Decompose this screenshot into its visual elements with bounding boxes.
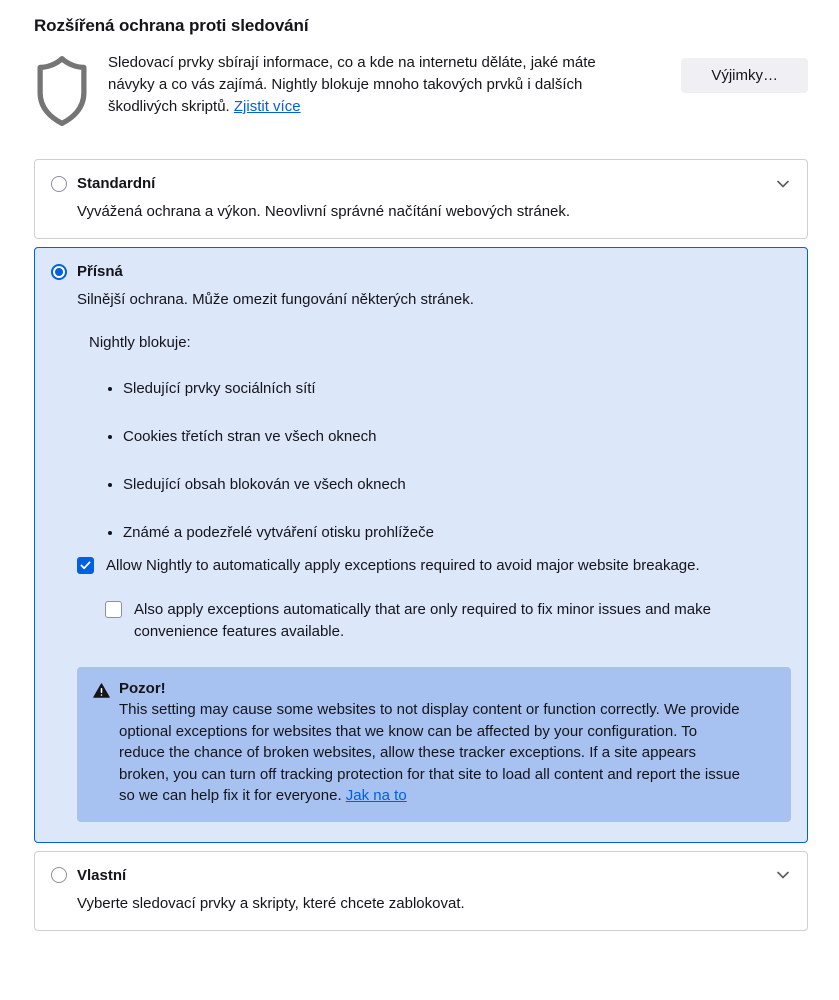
strict-radio[interactable] [51, 264, 67, 280]
warning-title: Pozor! [119, 680, 166, 697]
strict-card-head [51, 263, 791, 280]
minor-exceptions-checkbox[interactable] [105, 601, 122, 618]
standard-description: Vyvážená ochrana a výkon. Neovlivní správné načítání webových stránek. [77, 203, 571, 220]
warning-box [77, 667, 791, 822]
option-card-strict[interactable] [34, 247, 808, 843]
blocked-item: • Sledující obsah blokován ve všech oknech [123, 475, 791, 495]
blocked-items-list [51, 379, 791, 543]
option-card-standard[interactable] [34, 159, 808, 239]
blocks-heading: Nightly blokuje: [89, 334, 191, 351]
option-card-custom[interactable] [34, 851, 808, 931]
intro-section [34, 52, 808, 133]
custom-card-head [51, 867, 791, 884]
exceptions-button[interactable]: Výjimky… [681, 58, 808, 93]
standard-label: Standardní [77, 175, 156, 192]
chevron-down-icon[interactable] [775, 869, 791, 881]
strict-description: Silnější ochrana. Může omezit fungování některých stránek. [77, 291, 474, 308]
warning-message: This setting may cause some websites to not display content or function correctly. We provide optional exceptions for websites that we know can be affected by your configuration. To reduce the chance of broken websites, allow these tracker exceptions. If a site appears broken, you can turn off tracking protection for that site to load all content and report the issue so we can help fix it for everyone. [119, 701, 740, 804]
strict-label: Přísná [77, 263, 123, 280]
major-exceptions-label: Allow Nightly to automatically apply exceptions required to avoid major website breakage. [106, 557, 700, 574]
blocked-item: • Cookies třetích stran ve všech oknech [123, 427, 791, 447]
learn-more-link[interactable]: Zjistit více [233, 98, 301, 115]
minor-exceptions-label: Also apply exceptions automatically that are only required to fix minor issues and make convenience features available. [134, 601, 711, 640]
standard-card-head [51, 175, 791, 192]
blocked-item: • Známé a podezřelé vytváření otisku prohlížeče [123, 523, 791, 543]
warning-how-to-link[interactable]: Jak na to [345, 787, 407, 804]
major-exceptions-row [77, 555, 791, 577]
page-title: Rozšířená ochrana proti sledování [34, 16, 309, 35]
warning-text [119, 699, 741, 807]
custom-radio[interactable] [51, 867, 67, 883]
intro-text [108, 52, 636, 118]
standard-radio[interactable] [51, 176, 67, 192]
minor-exceptions-row [105, 599, 791, 643]
warning-icon [93, 683, 110, 703]
blocked-item: • Sledující prvky sociálních sítí [123, 379, 791, 399]
warning-content [119, 680, 741, 807]
major-exceptions-checkbox[interactable] [77, 557, 94, 574]
intro-description: Sledovací prvky sbírají informace, co a kde na internetu děláte, jaké máte návyky a co vás zajímá. Nightly blokuje mnoho takových prvků i dalších škodlivých skriptů. [108, 54, 596, 115]
chevron-down-icon[interactable] [775, 178, 791, 190]
custom-description: Vyberte sledovací prvky a skripty, které chcete zablokovat. [77, 894, 465, 912]
shield-icon [34, 54, 90, 133]
custom-label: Vlastní [77, 866, 127, 884]
protection-level-options [34, 159, 808, 931]
